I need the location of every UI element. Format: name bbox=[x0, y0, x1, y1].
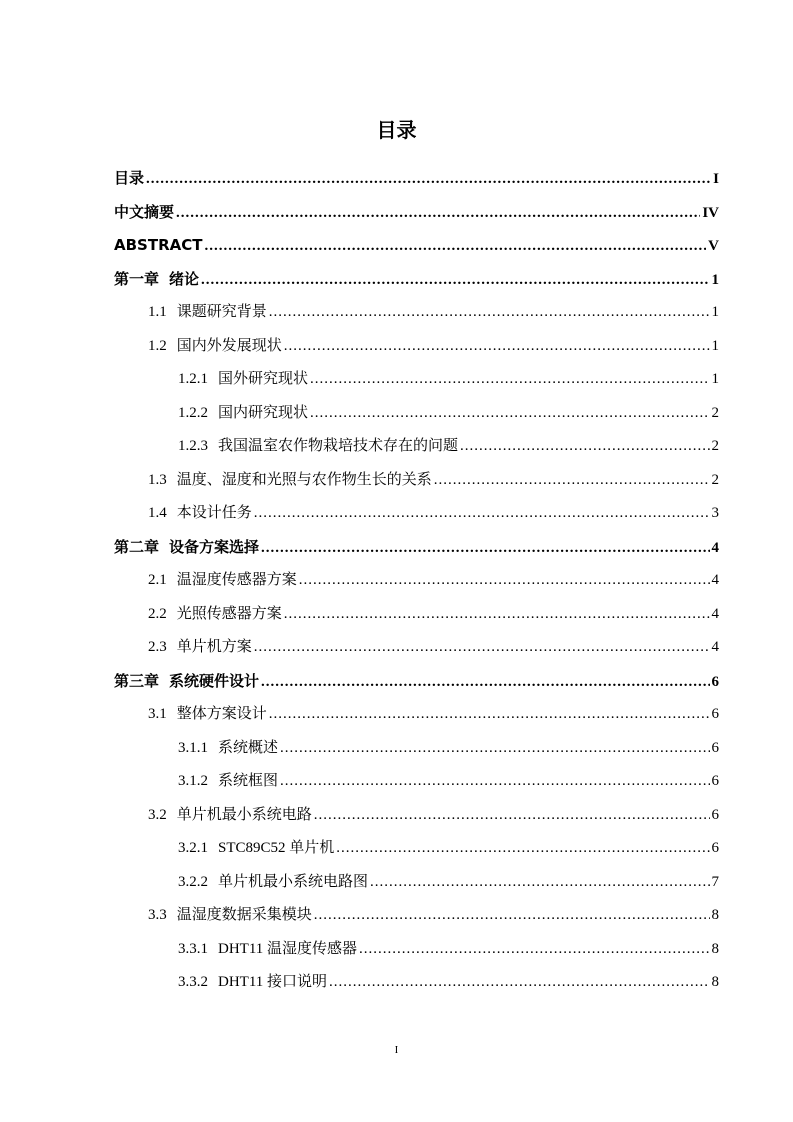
toc-entry-number: 第二章 bbox=[114, 537, 160, 556]
toc-entry[interactable] bbox=[178, 770, 719, 792]
toc-entry-title: 国内外发展现状 bbox=[176, 337, 282, 354]
toc-entry-page: 3 bbox=[711, 505, 719, 521]
toc-dot-leader bbox=[280, 770, 709, 792]
toc-entry-title: 系统框图 bbox=[218, 773, 279, 789]
toc-entry-number: 1.4 bbox=[148, 505, 167, 521]
page-number-footer: I bbox=[394, 1044, 399, 1056]
toc-entry-title: 课题研究背景 bbox=[176, 304, 267, 320]
toc-entry-title: DHT11 接口说明 bbox=[218, 974, 328, 990]
toc-entry-page: 6 bbox=[711, 806, 719, 823]
toc-entry-page: 6 bbox=[711, 840, 719, 856]
toc-entry-number: 3.2.1 bbox=[178, 840, 208, 856]
toc-entry-number: 1.1 bbox=[148, 304, 167, 320]
toc-entry-title: 温湿度传感器方案 bbox=[176, 572, 297, 588]
toc-entry-page: 4 bbox=[711, 572, 719, 588]
toc-entry-page: 1 bbox=[711, 271, 719, 288]
toc-entry-number: 1.3 bbox=[148, 471, 167, 488]
toc-entry[interactable] bbox=[114, 167, 719, 189]
toc-dot-leader bbox=[176, 202, 700, 224]
toc-entry[interactable] bbox=[148, 603, 719, 625]
toc-entry-number: 2.3 bbox=[148, 639, 167, 655]
toc-entry[interactable] bbox=[178, 871, 719, 893]
toc-entry-title: 国外研究现状 bbox=[218, 371, 309, 387]
toc-entry-title: 绪论 bbox=[169, 269, 200, 288]
toc-entry-title: 设备方案选择 bbox=[169, 537, 260, 556]
toc-entry-number: 1.2.1 bbox=[178, 371, 208, 387]
toc-dot-leader bbox=[370, 871, 709, 893]
toc-entry[interactable] bbox=[148, 502, 719, 524]
toc-entry-title: STC89C52 单片机 bbox=[218, 840, 335, 856]
toc-dot-leader bbox=[280, 737, 709, 759]
toc-entry[interactable] bbox=[148, 569, 719, 591]
toc-dot-leader bbox=[201, 269, 709, 291]
toc-entry-number: 3.1 bbox=[148, 706, 167, 722]
toc-entry-title: DHT11 温湿度传感器 bbox=[218, 940, 358, 957]
toc-entry-title: 单片机最小系统电路 bbox=[176, 806, 312, 823]
toc-dot-leader bbox=[310, 368, 709, 390]
toc-entry-page: I bbox=[713, 171, 719, 187]
toc-entry-number: 第一章 bbox=[114, 269, 160, 288]
toc-entry[interactable] bbox=[114, 536, 719, 558]
toc-entry-page: 6 bbox=[711, 706, 719, 722]
toc-entry-number: 3.2.2 bbox=[178, 873, 208, 890]
toc-entry-page: 1 bbox=[711, 304, 719, 320]
toc-entry-number: 3.1.1 bbox=[178, 739, 208, 756]
toc-dot-leader bbox=[204, 235, 706, 257]
toc-entry-title: 温湿度数据采集模块 bbox=[176, 907, 312, 923]
toc-dot-leader bbox=[284, 603, 710, 625]
toc-entry-number: 第三章 bbox=[114, 671, 160, 690]
toc-entry-page: 2 bbox=[711, 471, 719, 488]
toc-dot-leader bbox=[314, 904, 710, 926]
toc-entry[interactable] bbox=[178, 368, 719, 390]
toc-entry[interactable] bbox=[148, 703, 719, 725]
toc-dot-leader bbox=[314, 804, 710, 826]
toc-entry-title: ABSTRACT bbox=[114, 236, 203, 254]
toc-entry-page: 6 bbox=[711, 673, 719, 690]
toc-dot-leader bbox=[254, 636, 710, 658]
toc-entry-page: 4 bbox=[711, 639, 719, 655]
toc-entry-title: 本设计任务 bbox=[176, 505, 252, 521]
toc-entry[interactable] bbox=[114, 234, 719, 256]
toc-entry[interactable] bbox=[178, 435, 719, 457]
toc-entry-title: 温度、湿度和光照与农作物生长的关系 bbox=[176, 471, 432, 488]
toc-dot-leader bbox=[284, 335, 710, 357]
toc-entry-title: 整体方案设计 bbox=[176, 706, 267, 722]
toc-entry[interactable] bbox=[178, 837, 719, 859]
toc-entry-page: 2 bbox=[711, 404, 719, 421]
toc-entry-title: 我国温室农作物栽培技术存在的问题 bbox=[218, 438, 459, 454]
toc-entry-page: 8 bbox=[711, 907, 719, 923]
toc-entry-title: 中文摘要 bbox=[114, 202, 175, 221]
toc-entry-title: 单片机最小系统电路图 bbox=[218, 873, 369, 890]
toc-entry-page: 4 bbox=[711, 539, 719, 556]
toc-dot-leader bbox=[254, 502, 710, 524]
toc-entry-page: 4 bbox=[711, 605, 719, 622]
toc-dot-leader bbox=[299, 569, 710, 591]
toc-entry-title: 系统硬件设计 bbox=[169, 671, 260, 690]
toc-dot-leader bbox=[460, 435, 709, 457]
toc-entry-title: 系统概述 bbox=[218, 739, 279, 756]
toc-entry-number: 3.3.1 bbox=[178, 940, 208, 957]
toc-dot-leader bbox=[146, 168, 711, 190]
toc-entry[interactable] bbox=[178, 402, 719, 424]
toc-dot-leader bbox=[261, 537, 709, 559]
toc-entry-number: 2.2 bbox=[148, 605, 167, 622]
toc-dot-leader bbox=[261, 671, 709, 693]
toc-entry-page: 8 bbox=[711, 974, 719, 990]
toc-entry-page: 2 bbox=[711, 438, 719, 454]
toc-dot-leader bbox=[434, 469, 710, 491]
toc-entry-page: 6 bbox=[711, 739, 719, 756]
toc-entry-page: 1 bbox=[711, 337, 719, 354]
toc-entry[interactable] bbox=[148, 904, 719, 926]
toc-entry[interactable] bbox=[148, 636, 719, 658]
toc-entry-title: 国内研究现状 bbox=[218, 404, 309, 421]
toc-entry[interactable] bbox=[114, 268, 719, 290]
toc-entry[interactable] bbox=[148, 469, 719, 491]
toc-entry-number: 3.3 bbox=[148, 907, 167, 923]
toc-entry-number: 2.1 bbox=[148, 572, 167, 588]
toc-entry[interactable] bbox=[114, 670, 719, 692]
toc-dot-leader bbox=[269, 703, 710, 725]
toc-entry-number: 3.2 bbox=[148, 806, 167, 823]
toc-entry-number: 3.3.2 bbox=[178, 974, 208, 990]
toc-entry[interactable] bbox=[178, 938, 719, 960]
toc-entry[interactable] bbox=[148, 301, 719, 323]
toc-entry-title: 目录 bbox=[114, 169, 145, 187]
toc-entry-page: V bbox=[708, 238, 719, 254]
toc-entry[interactable] bbox=[178, 737, 719, 759]
toc-entry-page: 1 bbox=[711, 371, 719, 387]
toc-entry-title: 单片机方案 bbox=[176, 639, 252, 655]
toc-entry-number: 1.2.2 bbox=[178, 404, 208, 421]
toc-entry-number: 1.2.3 bbox=[178, 438, 208, 454]
toc-dot-leader bbox=[329, 971, 709, 993]
toc-entry-title: 光照传感器方案 bbox=[176, 605, 282, 622]
page-title: 目录 bbox=[376, 118, 417, 142]
toc-dot-leader bbox=[359, 938, 709, 960]
toc-dot-leader bbox=[269, 301, 710, 323]
toc-entry[interactable] bbox=[114, 201, 719, 223]
toc-entry-page: 8 bbox=[711, 940, 719, 957]
toc-entry-page: IV bbox=[702, 204, 719, 221]
toc-dot-leader bbox=[310, 402, 709, 424]
toc-entry-number: 3.1.2 bbox=[178, 773, 208, 789]
toc-entry[interactable] bbox=[178, 971, 719, 993]
toc-dot-leader bbox=[336, 837, 709, 859]
toc-entry-page: 6 bbox=[711, 773, 719, 789]
toc-entry[interactable] bbox=[148, 335, 719, 357]
toc-entry[interactable] bbox=[148, 804, 719, 826]
toc-entry-page: 7 bbox=[711, 873, 719, 890]
toc-entry-number: 1.2 bbox=[148, 337, 167, 354]
